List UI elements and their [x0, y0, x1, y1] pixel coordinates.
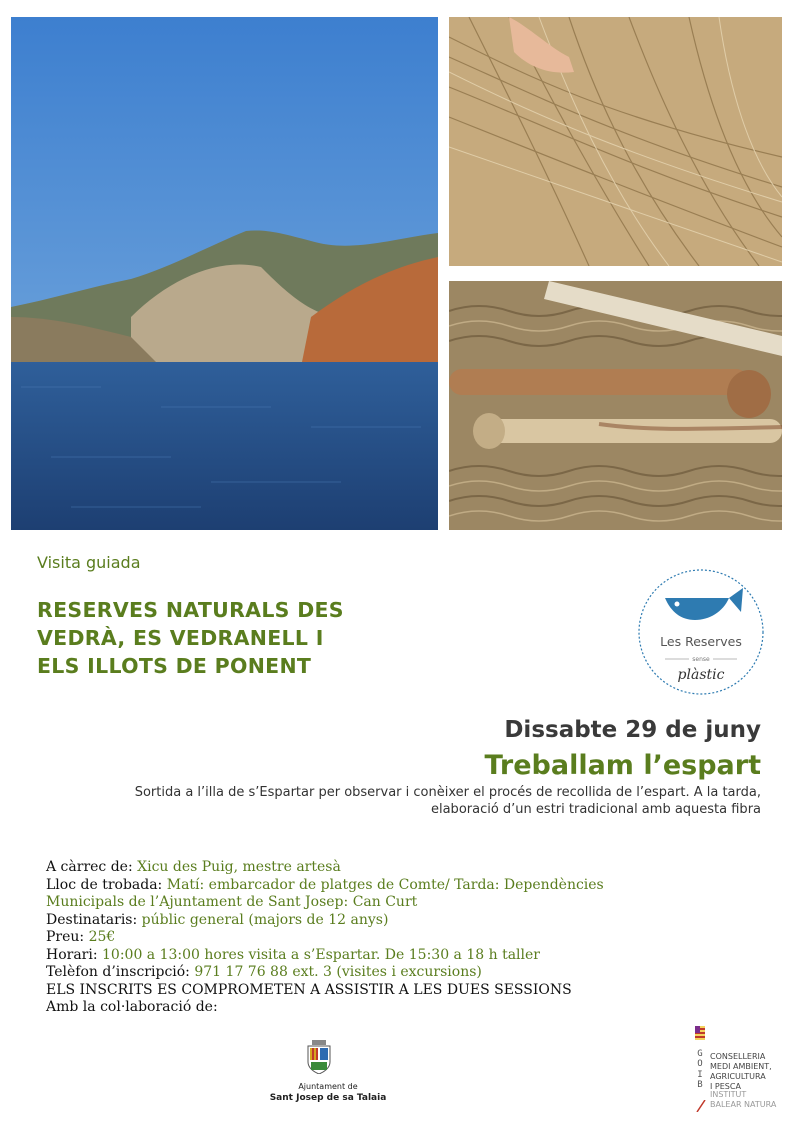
- event-date: Dissabte 29 de juny: [504, 717, 761, 743]
- detail-charge: A càrrec de: Xicu des Puig, mestre artesà: [46, 859, 341, 875]
- detail-collab: Amb la col·laboració de:: [46, 999, 218, 1015]
- title-line: ELS ILLOTS DE PONENT: [37, 654, 312, 678]
- goib-wordmark: G O I B: [694, 1026, 706, 1091]
- title-line: VEDRÀ, ES VEDRANELL I: [37, 626, 324, 650]
- ajuntament-logo: [268, 1040, 388, 1110]
- detail-commitment: ELS INSCRITS ES COMPROMETEN A ASSISTIR A LES DUES SESSIONS: [46, 981, 572, 998]
- badge-line-2: sense: [692, 656, 710, 663]
- detail-price: Preu: 25€: [46, 929, 116, 945]
- page-title: [37, 596, 437, 680]
- event-details: [46, 859, 746, 1017]
- title-line: RESERVES NATURALS DES: [37, 598, 344, 622]
- esparto-fibers-photo: [449, 17, 782, 266]
- detail-meeting-cont: Municipals de l’Ajuntament de Sant Josep: Can Curt: [46, 894, 418, 910]
- detail-audience: Destinataris: públic general (majors de 12 anys): [46, 911, 389, 928]
- detail-meeting: Lloc de trobada: Matí: embarcador de platges de Comte/ Tarda: Dependències: [46, 876, 604, 893]
- fish-icon: [665, 588, 743, 620]
- badge-line-3: plàstic: [677, 667, 725, 683]
- conselleria-label: CONSELLERIA MEDI AMBIENT, AGRICULTURA I PESCA: [710, 1052, 772, 1091]
- slash-mark-icon: [696, 1100, 706, 1112]
- detail-phone: Telèfon d’inscripció: 971 17 76 88 ext. 3 (visites i excursions): [46, 964, 482, 980]
- event-type: Visita guiada: [37, 553, 141, 572]
- sea-cliff-photo: [11, 17, 438, 530]
- balearic-flag-icon: [695, 1026, 705, 1040]
- event-headline: Treballam l’espart: [484, 750, 761, 781]
- goib-logo: [694, 1026, 784, 1111]
- reserves-sense-plastic-badge: [637, 568, 765, 696]
- badge-line-1: Les Reserves: [660, 634, 742, 649]
- ajuntament-label: Ajuntament de: [298, 1082, 358, 1091]
- ajuntament-name: Sant Josep de sa Talaia: [269, 1093, 387, 1103]
- crest-icon: [306, 1040, 332, 1074]
- detail-schedule: Horari: 10:00 a 13:00 hores visita a s’Espartar. De 15:30 a 18 h taller: [46, 946, 540, 963]
- esparto-basket-tools-photo: [449, 281, 782, 530]
- event-description: Sortida a l’illa de s’Espartar per observar i conèixer el procés de recollida de l’espart. A la tarda, elaboració d’un estri tradicional amb aquesta fibra: [134, 785, 761, 817]
- institut-label: INSTITUT BALEAR NATURA: [710, 1090, 777, 1109]
